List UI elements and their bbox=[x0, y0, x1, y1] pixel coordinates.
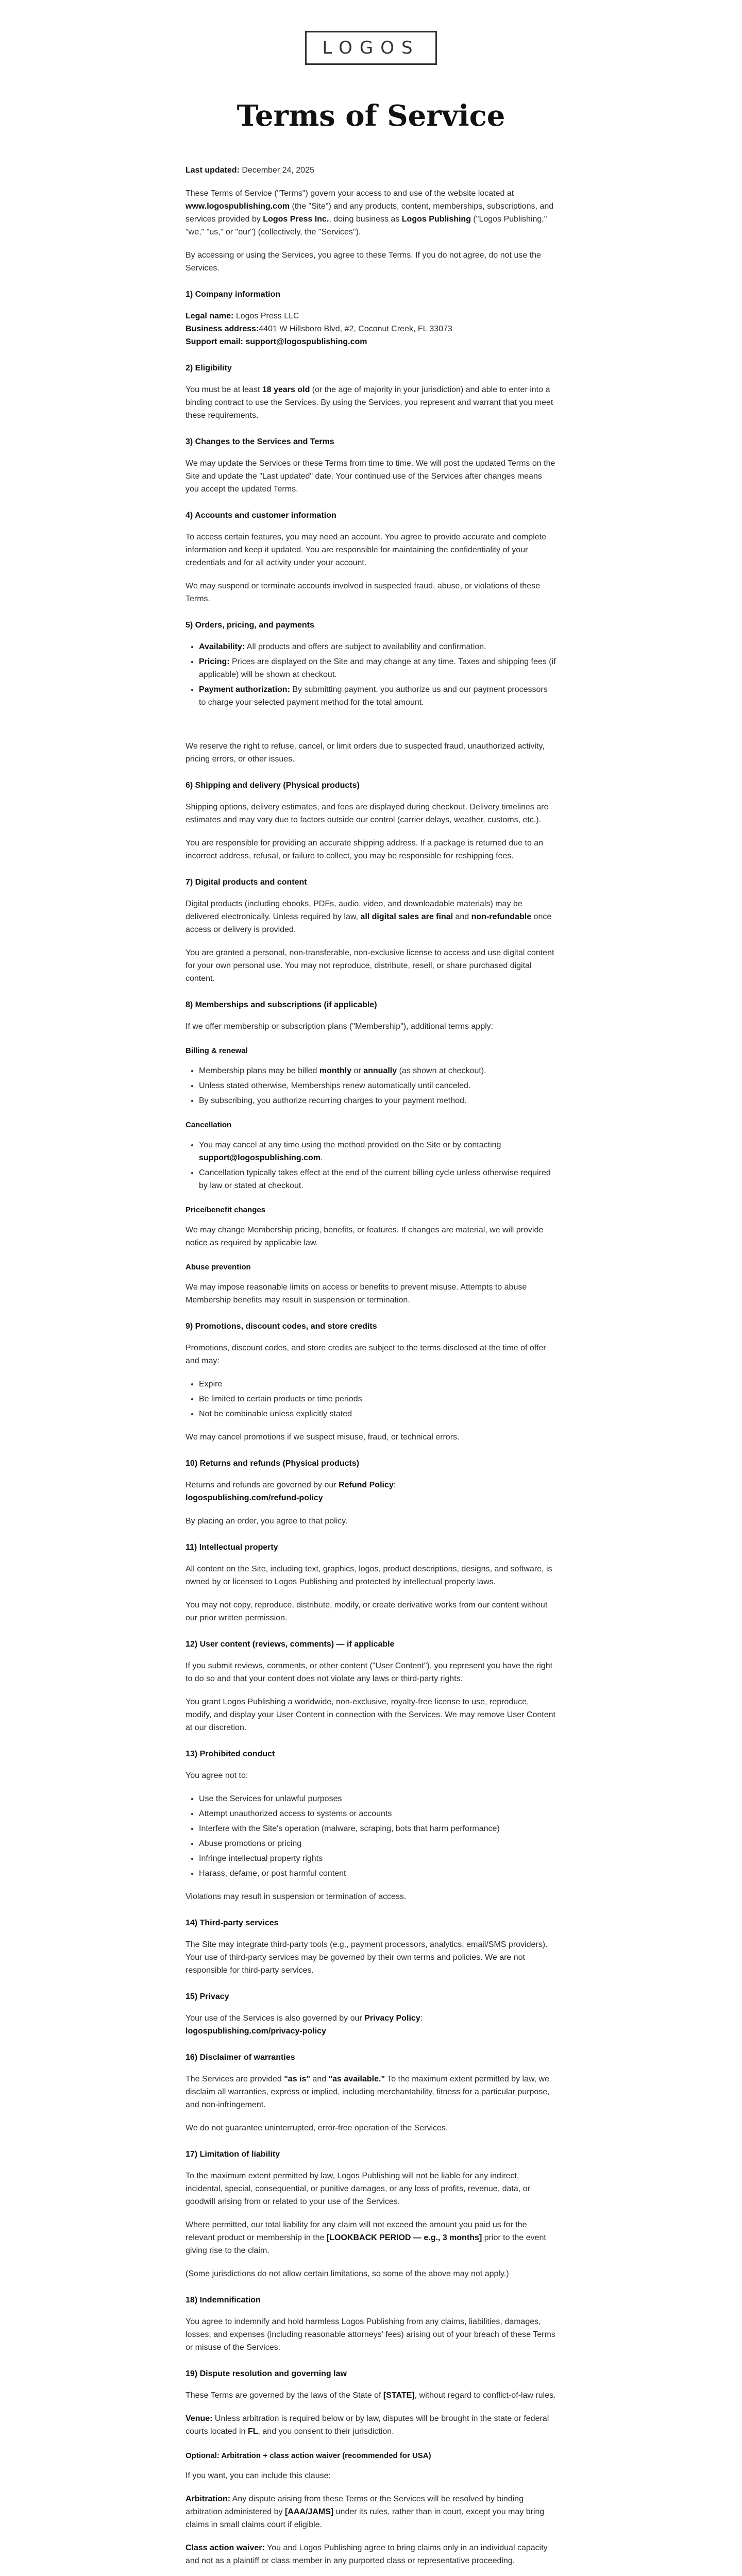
header-logo[interactable] bbox=[305, 31, 436, 65]
terms-content bbox=[185, 99, 556, 2576]
section-paragraph: We may update the Services or these Terms from time to time. We will post the updated Terms on the Site and update the "Last updated" date. Your continued use of the Services after changes means you accept the updated Terms. bbox=[185, 459, 555, 494]
section-title: 7) Digital products and content bbox=[185, 878, 307, 887]
cancel-list bbox=[199, 1139, 556, 1192]
section-paragraph: We reserve the right to refuse, cancel, or limit orders due to suspected fraud, unauthorized activity, pricing errors, or other issues. bbox=[185, 742, 545, 764]
section-paragraph: We do not guarantee uninterrupted, error-free operation of the Services. bbox=[185, 2124, 448, 2132]
logo-text: LOGOS bbox=[322, 38, 420, 58]
section-title: 9) Promotions, discount codes, and store credits bbox=[185, 1322, 377, 1331]
list-item: • Expire bbox=[199, 1378, 556, 1391]
section-paragraph: If we offer membership or subscription plans ("Membership"), additional terms apply: bbox=[185, 1022, 494, 1031]
list-item: • Cancellation typically takes effect at the end of the current billing cycle unless otherwise required by law or stated at checkout. bbox=[199, 1166, 556, 1192]
list-item: • Unless stated otherwise, Memberships renew automatically until canceled. bbox=[199, 1079, 556, 1092]
section-paragraph: You agree not to: bbox=[185, 1771, 248, 1780]
prohibited-list bbox=[199, 1792, 556, 1880]
section-paragraph: All content on the Site, including text, graphics, logos, product descriptions, designs, and software, is owned by or licensed to Logos Publishing and protected by intellectual property laws. bbox=[185, 1565, 552, 1586]
section-title: 12) User content (reviews, comments) — if applicable bbox=[185, 1640, 395, 1649]
section-paragraph: To access certain features, you may need an account. You agree to provide accurate and complete information and keep it updated. You are responsible for maintaining the confidentiality of your credentials and for all activity under your account. bbox=[185, 533, 546, 567]
billing-list bbox=[199, 1064, 556, 1107]
subsection-title: Cancellation bbox=[185, 1121, 232, 1129]
section-title: 5) Orders, pricing, and payments bbox=[185, 621, 314, 630]
section-title: 18) Indemnification bbox=[185, 2296, 261, 2304]
section-paragraph: Where permitted, our total liability for any claim will not exceed the amount you paid us for the relevant product or membership in the [LOOKBACK PERIOD — e.g., 3 months] prior to the event giving rise to the claim. bbox=[185, 2221, 546, 2255]
section-title: 16) Disclaimer of warranties bbox=[185, 2053, 295, 2062]
section-paragraph: Digital products (including ebooks, PDFs, audio, video, and downloadable materials) may be delivered electronically. Unless required by law, all digital sales are final and non-refundable once access or delivery is provided. bbox=[185, 900, 552, 934]
list-item: • Pricing: Prices are displayed on the Site and may change at any time. Taxes and shipping fees (if applicable) will be shown at checkout. bbox=[199, 655, 556, 681]
section-paragraph: You grant Logos Publishing a worldwide, non-exclusive, royalty-free license to use, reproduce, modify, and display your User Content in connection with the Services. We may remove User Content at our discretion. bbox=[185, 1698, 555, 1732]
list-item: • By subscribing, you authorize recurring charges to your payment method. bbox=[199, 1094, 556, 1107]
section-paragraph: Venue: Unless arbitration is required below or by law, disputes will be brought in the state or federal courts located in FL, and you consent to their jurisdiction. bbox=[185, 2414, 549, 2436]
list-item: • Attempt unauthorized access to systems or accounts bbox=[199, 1807, 556, 1820]
list-item: • Use the Services for unlawful purposes bbox=[199, 1792, 556, 1805]
section-paragraph: We may change Membership pricing, benefits, or features. If changes are material, we will provide notice as required by applicable law. bbox=[185, 1226, 544, 1247]
list-item: • You may cancel at any time using the method provided on the Site or by contacting support@logospublishing.com. bbox=[199, 1139, 556, 1164]
section-title: 10) Returns and refunds (Physical products) bbox=[185, 1459, 359, 1468]
section-title: 13) Prohibited conduct bbox=[185, 1750, 275, 1758]
section-title: 8) Memberships and subscriptions (if applicable) bbox=[185, 1001, 377, 1009]
list-item: • Harass, defame, or post harmful content bbox=[199, 1867, 556, 1880]
intro-agreement: By accessing or using the Services, you agree to these Terms. If you do not agree, do not use the Services. bbox=[185, 251, 541, 273]
subsection-title: Abuse prevention bbox=[185, 1263, 251, 1272]
section-paragraph: You are granted a personal, non-transferable, non-exclusive license to access and use digital content for your own personal use. You may not reproduce, distribute, resell, or share purchased digital content. bbox=[185, 948, 554, 983]
list-item: • Infringe intellectual property rights bbox=[199, 1852, 556, 1865]
section-paragraph: Shipping options, delivery estimates, and fees are displayed during checkout. Delivery timelines are estimates and may vary due to factors outside our control (carrier delays, weather, customs, etc.). bbox=[185, 803, 549, 824]
section-paragraph: Your use of the Services is also governed by our Privacy Policy: logospublishing.com/privacy-policy bbox=[185, 2014, 423, 2036]
section-title: 4) Accounts and customer information bbox=[185, 511, 336, 520]
section-paragraph: The Site may integrate third-party tools (e.g., payment processors, analytics, email/SMS providers). Your use of third-party services may be governed by their own terms and policies. We are not responsible for third-party services. bbox=[185, 1940, 548, 1975]
subsection-title: Billing & renewal bbox=[185, 1046, 248, 1055]
last-updated: Last updated: December 24, 2025 bbox=[185, 166, 314, 175]
subsection-title: Price/benefit changes bbox=[185, 1206, 266, 1214]
privacy-policy-link[interactable]: Privacy Policy bbox=[364, 2014, 420, 2023]
list-item: • Payment authorization: By submitting payment, you authorize us and our payment processors to charge your selected payment method for the total amount. bbox=[199, 683, 556, 709]
list-item: • Interfere with the Site's operation (malware, scraping, bots that harm performance) bbox=[199, 1822, 556, 1835]
section-paragraph: Arbitration: Any dispute arising from these Terms or the Services will be resolved by binding arbitration administered by [AAA/JAMS] under its rules, rather than in court, except you may bring claims in small claims court if eligible. bbox=[185, 2495, 545, 2529]
section-title: 6) Shipping and delivery (Physical products) bbox=[185, 781, 360, 790]
section-title: 19) Dispute resolution and governing law bbox=[185, 2369, 347, 2378]
section-title: 3) Changes to the Services and Terms bbox=[185, 437, 334, 446]
section-paragraph: You may not copy, reproduce, distribute, modify, or create derivative works from our content without our prior written permission. bbox=[185, 1601, 548, 1622]
refund-policy-url[interactable]: logospublishing.com/refund-policy bbox=[185, 1494, 323, 1502]
section-paragraph: To the maximum extent permitted by law, Logos Publishing will not be liable for any indirect, incidental, special, consequential, or punitive damages, or any loss of profits, revenue, data, or goodwill arising from or related to your use of the Services. bbox=[185, 2172, 530, 2206]
section-paragraph: The Services are provided "as is" and "as available." To the maximum extent permitted by law, we disclaim all warranties, express or implied, including merchantability, fitness for a particular purpose, and non-infringement. bbox=[185, 2075, 550, 2109]
list-item: • Abuse promotions or pricing bbox=[199, 1837, 556, 1850]
section-paragraph: Class action waiver: You and Logos Publishing agree to bring claims only in an individual capacity and not as a plaintiff or class member in any purported class or representative proceeding. bbox=[185, 2544, 548, 2565]
promo-list bbox=[199, 1378, 556, 1420]
page-title: Terms of Service bbox=[237, 99, 505, 133]
company-info: Legal name: Logos Press LLC Business address:4401 W Hillsboro Blvd, #2, Coconut Creek, FL 33073 Support email: support@logospublishing.com bbox=[185, 312, 452, 346]
privacy-policy-url[interactable]: logospublishing.com/privacy-policy bbox=[185, 2027, 326, 2036]
section-paragraph: You are responsible for providing an accurate shipping address. If a package is returned due to an incorrect address, refusal, or failure to collect, you may be responsible for reshipping fees. bbox=[185, 839, 544, 860]
section-title: 11) Intellectual property bbox=[185, 1543, 278, 1552]
section-paragraph: These Terms are governed by the laws of the State of [STATE], without regard to conflict-of-law rules. bbox=[185, 2391, 556, 2400]
list-item: • Membership plans may be billed monthly or annually (as shown at checkout). bbox=[199, 1064, 556, 1077]
section-paragraph: You agree to indemnify and hold harmless Logos Publishing from any claims, liabilities, damages, losses, and expenses (including reasonable attorneys' fees) arising out of your breach of these Terms or misuse of the Services. bbox=[185, 2317, 555, 2352]
refund-policy-link[interactable]: Refund Policy bbox=[339, 1481, 394, 1489]
section-title: 1) Company information bbox=[185, 290, 281, 299]
list-item: • Be limited to certain products or time periods bbox=[199, 1393, 556, 1405]
site-header bbox=[0, 0, 742, 96]
list-item: • Not be combinable unless explicitly stated bbox=[199, 1408, 556, 1420]
section-title: 17) Limitation of liability bbox=[185, 2150, 280, 2159]
support-email-link[interactable]: support@logospublishing.com bbox=[199, 1154, 321, 1162]
section-paragraph: We may cancel promotions if we suspect misuse, fraud, or technical errors. bbox=[185, 1433, 460, 1442]
section-paragraph: You must be at least 18 years old (or the age of majority in your jurisdiction) and able to enter into a binding contract to use the Services. By using the Services, you represent and warrant that you meet these requirements. bbox=[185, 385, 553, 420]
section-paragraph: If you want, you can include this clause: bbox=[185, 2471, 331, 2480]
subsection-title: Optional: Arbitration + class action waiver (recommended for USA) bbox=[185, 2451, 431, 2460]
section-paragraph: By placing an order, you agree to that policy. bbox=[185, 1517, 348, 1526]
section-title: 14) Third-party services bbox=[185, 1919, 279, 1927]
section-paragraph: Returns and refunds are governed by our Refund Policy: logospublishing.com/refund-policy bbox=[185, 1481, 396, 1502]
section-paragraph: We may impose reasonable limits on access or benefits to prevent misuse. Attempts to abuse Membership benefits may result in suspension or termination. bbox=[185, 1283, 527, 1304]
section-paragraph: If you submit reviews, comments, or other content ("User Content"), you represent you have the right to do so and that your content does not violate any laws or third-party rights. bbox=[185, 1662, 553, 1683]
intro-paragraph: These Terms of Service ("Terms") govern your access to and use of the website located at www.logospublishing.com (the "Site") and any products, content, memberships, subscriptions, and services provided by Logos Press Inc., doing business as Logos Publishing ("Logos Publishing," "we," "us," or "our") (collectively, the "Services"). bbox=[185, 189, 554, 236]
section-paragraph: (Some jurisdictions do not allow certain limitations, so some of the above may not apply.) bbox=[185, 2269, 509, 2278]
section-title: 2) Eligibility bbox=[185, 364, 232, 372]
section-paragraph: Promotions, discount codes, and store credits are subject to the terms disclosed at the time of offer and may: bbox=[185, 1344, 546, 1365]
payment-list bbox=[199, 640, 556, 709]
list-item: • Availability: All products and offers are subject to availability and confirmation. bbox=[199, 640, 556, 653]
section-paragraph: Violations may result in suspension or termination of access. bbox=[185, 1892, 407, 1901]
section-title: 15) Privacy bbox=[185, 1992, 229, 2001]
section-paragraph: We may suspend or terminate accounts involved in suspected fraud, abuse, or violations of these Terms. bbox=[185, 582, 541, 603]
